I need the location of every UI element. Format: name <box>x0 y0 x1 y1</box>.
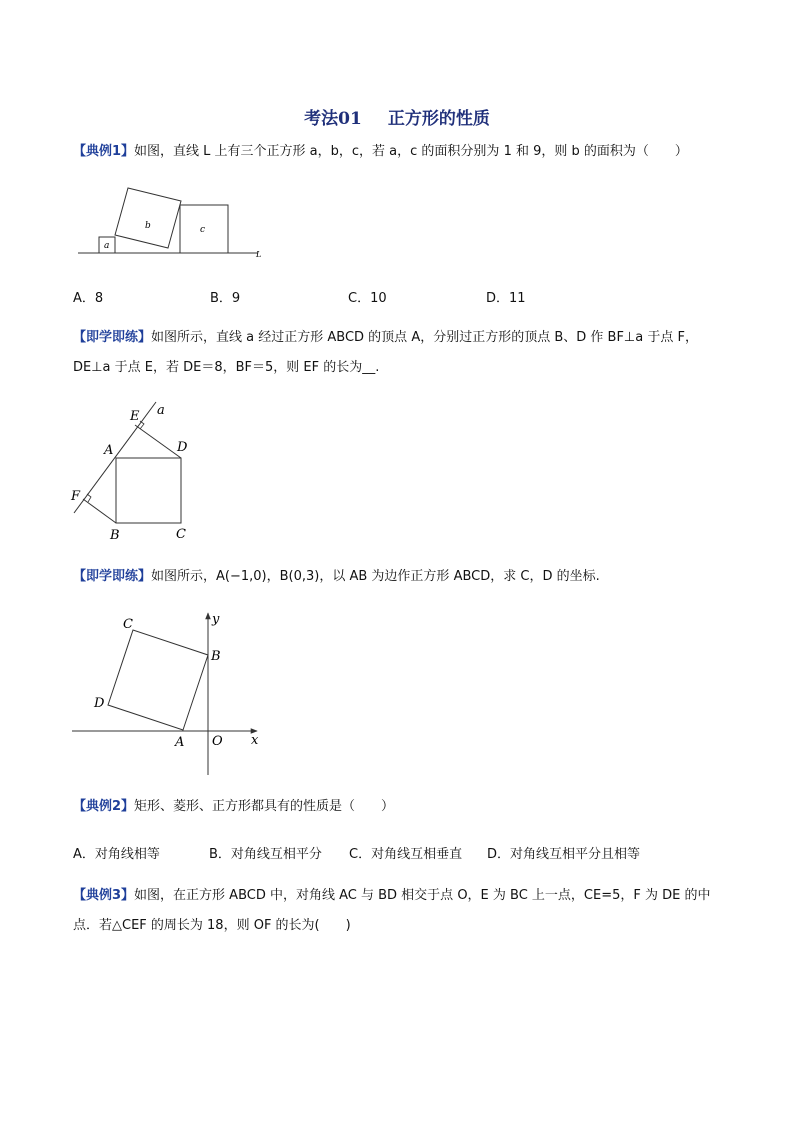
example-2-text: 矩形、菱形、正方形都具有的性质是（ ） <box>134 799 395 814</box>
point-A-label: A <box>104 443 114 458</box>
point-B-label: B <box>211 649 221 664</box>
example-2-option-d[interactable]: D．对角线互相平分且相等 <box>487 847 641 862</box>
practice-2-text: 如图所示，A(−1,0)，B(0,3)，以 AB 为边作正方形 ABCD，求 C，D 的坐标. <box>151 569 600 584</box>
example-2-tag: 【典例2】 <box>73 799 135 814</box>
example-2-option-a[interactable]: A．对角线相等 <box>73 847 160 862</box>
title-topic: 正方形的性质 <box>387 109 490 129</box>
example-3-text-1: 如图，在正方形 ABCD 中，对角线 AC 与 BD 相交于点 O，E 为 BC 上一点，CE=5，F 为 DE 的中 <box>134 888 711 903</box>
example-1-tag: 【典例1】 <box>73 144 135 159</box>
example-2-option-c[interactable]: C．对角线互相垂直 <box>349 847 463 862</box>
example-1-option-a[interactable]: A．8 <box>73 291 104 306</box>
axis-x-label: x <box>251 733 259 748</box>
axis-y-label: y <box>212 612 220 627</box>
point-D-label: D <box>177 440 188 455</box>
example-2-question <box>73 797 394 817</box>
point-B-label: B <box>110 528 120 543</box>
example-1-text: 如图，直线 L 上有三个正方形 a，b，c，若 a，c 的面积分别为 1 和 9，则 b 的面积为（ ） <box>134 144 688 159</box>
practice-1-line-2: DE⊥a 于点 E，若 DE＝8，BF＝5，则 EF 的长为__. <box>73 360 380 375</box>
practice-1-text-1: 如图所示，直线 a 经过正方形 ABCD 的顶点 A，分别过正方形的顶点 B、D 作 BF⊥a 于点 F， <box>151 330 698 345</box>
point-A-label: A <box>175 735 185 750</box>
title-section-number: 考法01 <box>304 109 362 129</box>
point-D-label: D <box>94 696 105 711</box>
example-2-option-b[interactable]: B．对角线互相平分 <box>209 847 322 862</box>
point-C-label: C <box>123 617 133 632</box>
example-1-option-b[interactable]: B．9 <box>210 291 241 306</box>
example-1-option-d[interactable]: D．11 <box>486 291 526 306</box>
origin-O-label: O <box>212 734 223 749</box>
point-E-label: E <box>130 409 140 424</box>
line-a-label: a <box>157 403 165 418</box>
line-L-label: L <box>256 250 262 259</box>
square-b-label: b <box>145 221 151 231</box>
practice-1-tag: 【即学即练】 <box>73 330 152 345</box>
square-c-label: c <box>200 225 206 235</box>
practice-2-tag: 【即学即练】 <box>73 569 152 584</box>
point-F-label: F <box>71 489 81 504</box>
example-1-option-c[interactable]: C．10 <box>348 291 387 306</box>
square-a-label: a <box>104 241 110 251</box>
example-3-line-2: 点．若△CEF 的周长为 18，则 OF 的长为( ) <box>73 918 351 933</box>
example-3-line-1 <box>73 886 710 906</box>
example-3-tag: 【典例3】 <box>73 888 135 903</box>
point-C-label: C <box>176 527 186 542</box>
